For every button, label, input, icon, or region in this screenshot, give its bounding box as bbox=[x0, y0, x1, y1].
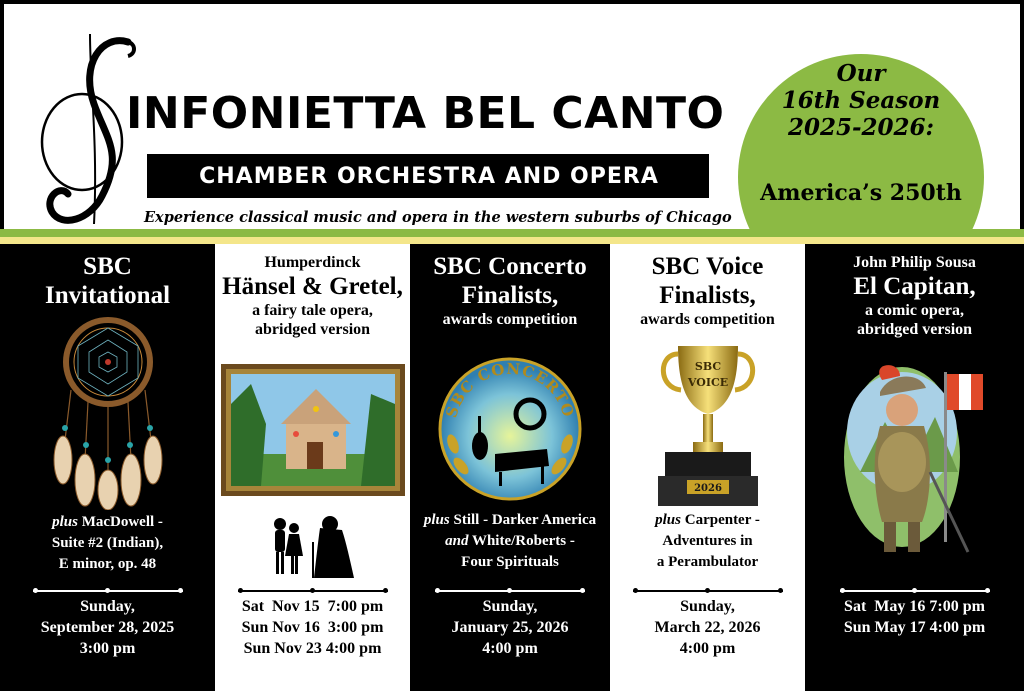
date-line: 4:00 pm bbox=[482, 640, 538, 657]
concert-title-line: Finalists, bbox=[659, 282, 756, 309]
season-line-2: 16th Season bbox=[781, 87, 941, 114]
conquistador-icon bbox=[805, 362, 1024, 562]
program-notes bbox=[0, 512, 215, 575]
program-line: Still - Darker America bbox=[453, 512, 597, 528]
organization-title: INFONIETTA BEL CANTO bbox=[126, 88, 725, 139]
program-line: Adventures in bbox=[662, 533, 753, 549]
date-line: Sunday, bbox=[80, 598, 135, 615]
concert-title bbox=[0, 244, 215, 310]
plus-label: plus bbox=[423, 512, 450, 528]
trophy-year: 2026 bbox=[693, 483, 722, 494]
concert-title: El Capitan, bbox=[853, 273, 976, 300]
season-line-3: 2025-2026: bbox=[787, 114, 935, 141]
concert-card-invitational bbox=[0, 244, 215, 691]
divider-stripe-green bbox=[0, 229, 1024, 237]
concert-title-line: Invitational bbox=[44, 282, 171, 309]
program-notes bbox=[610, 510, 805, 573]
hansel-gretel-silhouette-icon bbox=[215, 512, 410, 592]
date-line: September 28, 2025 bbox=[40, 619, 175, 636]
date-line: January 25, 2026 bbox=[451, 619, 569, 636]
program-line: E minor, op. 48 bbox=[58, 556, 157, 572]
plus-label: plus bbox=[655, 512, 681, 528]
performance-dates bbox=[410, 596, 610, 659]
ornament-divider bbox=[238, 587, 388, 595]
composer-name: John Philip Sousa bbox=[853, 254, 976, 271]
program-line: MacDowell - bbox=[81, 514, 163, 530]
performance-dates bbox=[0, 596, 215, 659]
concert-columns bbox=[0, 244, 1024, 691]
program-line: Suite #2 (Indian), bbox=[51, 535, 164, 551]
subtitle-line: a fairy tale opera, bbox=[252, 302, 373, 319]
concert-title bbox=[410, 244, 610, 310]
and-label: and bbox=[445, 533, 469, 549]
subtitle-line: abridged version bbox=[254, 321, 371, 338]
concert-card-voice-finalists bbox=[610, 244, 805, 691]
concert-title bbox=[610, 244, 805, 310]
organization-subtitle: CHAMBER ORCHESTRA AND OPERA bbox=[147, 154, 709, 198]
program-line: Four Spirituals bbox=[461, 554, 559, 570]
date-line: Sat Nov 15 7:00 pm bbox=[241, 598, 384, 615]
performance-dates bbox=[805, 596, 1024, 638]
dreamcatcher-icon bbox=[0, 310, 215, 510]
concert-card-concerto-finalists bbox=[410, 244, 610, 691]
concert-card-el-capitan bbox=[805, 244, 1024, 691]
date-line: Sunday, bbox=[680, 598, 735, 615]
concert-title-line: SBC Voice bbox=[651, 253, 764, 280]
concert-subtitle: awards competition bbox=[640, 311, 775, 328]
composer-name: Humperdinck bbox=[264, 254, 361, 271]
divider-stripe-yellow bbox=[0, 237, 1024, 244]
program-line: Carpenter - bbox=[684, 512, 760, 528]
concert-subtitle bbox=[805, 301, 1024, 339]
ornament-divider bbox=[633, 587, 783, 595]
performance-dates bbox=[215, 596, 410, 659]
emblem-text: SBC CONCERTO bbox=[442, 359, 578, 420]
concert-title-line: SBC Concerto bbox=[433, 253, 587, 280]
program-notes bbox=[410, 510, 610, 573]
concert-title-line: SBC bbox=[83, 253, 132, 280]
subtitle-line: a comic opera, bbox=[864, 302, 965, 319]
subtitle-line: abridged version bbox=[856, 321, 973, 338]
date-line: Sun Nov 16 3:00 pm bbox=[241, 619, 384, 636]
ornament-divider bbox=[435, 587, 585, 595]
concert-subtitle bbox=[215, 301, 410, 339]
program-line: White/Roberts - bbox=[471, 533, 575, 549]
tagline: Experience classical music and opera in the western suburbs of Chicago bbox=[144, 209, 732, 226]
date-line: Sunday, bbox=[482, 598, 538, 615]
date-line: March 22, 2026 bbox=[654, 619, 761, 636]
ornament-divider bbox=[33, 587, 183, 595]
date-line: 4:00 pm bbox=[679, 640, 736, 657]
trophy-icon bbox=[610, 338, 805, 508]
concert-title-line: Finalists, bbox=[461, 282, 559, 309]
season-heading bbox=[738, 60, 984, 141]
program-line: a Perambulator bbox=[656, 554, 759, 570]
performance-dates bbox=[610, 596, 805, 659]
date-line: 3:00 pm bbox=[79, 640, 136, 657]
trophy-text: VOICE bbox=[687, 376, 728, 389]
date-line: Sun Nov 23 4:00 pm bbox=[243, 640, 382, 657]
concert-card-hansel-gretel bbox=[215, 244, 410, 691]
concert-title: Hänsel & Gretel, bbox=[222, 273, 403, 300]
concert-subtitle: awards competition bbox=[442, 311, 578, 328]
sbc-concerto-emblem-icon bbox=[410, 354, 610, 504]
date-line: Sat May 16 7:00 pm bbox=[844, 598, 985, 615]
plus-label: plus bbox=[52, 514, 78, 530]
date-line: Sun May 17 4:00 pm bbox=[843, 619, 986, 636]
season-line-1: Our bbox=[836, 60, 886, 87]
season-theme: America’s 250th bbox=[760, 180, 962, 206]
ornament-divider bbox=[840, 587, 990, 595]
gingerbread-house-painting-icon bbox=[215, 364, 410, 496]
trophy-text: SBC bbox=[694, 360, 721, 373]
